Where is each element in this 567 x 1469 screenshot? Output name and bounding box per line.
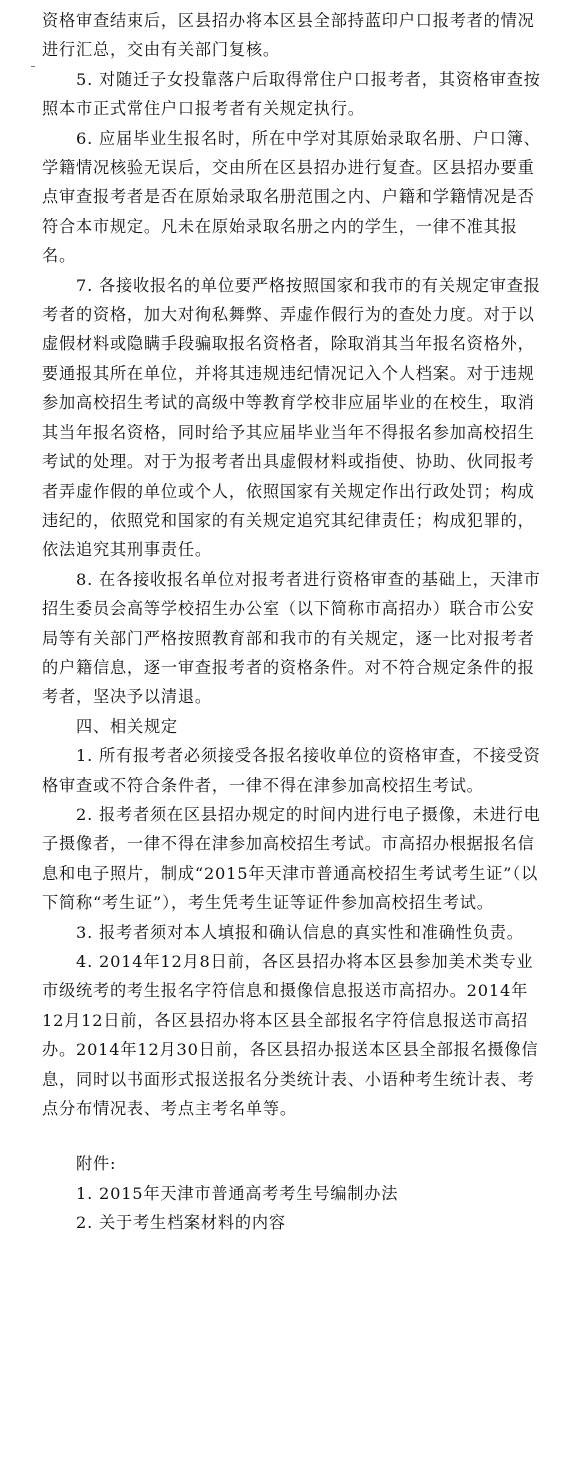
- section-heading: 四、相关规定: [76, 716, 178, 736]
- spacer: [42, 1123, 545, 1149]
- attachments-label: 附件:: [76, 1154, 117, 1174]
- rule-item-1: 1. 所有报考者必须接受各报名接收单位的资格审查，不接受资格审查或不符合条件者，一律不得在津参加高校招生考试。: [42, 746, 541, 795]
- rule-item-3: 3. 报考者须对本人填报和确认信息的真实性和准确性负责。: [76, 922, 524, 942]
- paragraph-item-8: 8. 在各接收报名单位对报考者进行资格审查的基础上，天津市招生委员会高等学校招生办公室（以下简称市高招办）联合市公安局等有关部门严格按照教育部和我市的有关规定，逐一比对报考者的户籍信息，逐一审查报考者的资格条件。对不符合规定条件的报考者，坚决予以清退。: [42, 569, 541, 707]
- attachment-item-2: 2. 关于考生档案材料的内容: [76, 1213, 286, 1233]
- margin-mark: [31, 66, 35, 67]
- attachment-item-1: 1. 2015年天津市普通高考考生号编制办法: [76, 1183, 399, 1203]
- rule-item-4: 4. 2014年12月8日前，各区县招办将本区县参加美术类专业市级统考的考生报名字符信息和摄像信息报送市高招办。2014年12月12日前，各区县招办将本区县全部报名字符信息报送市高招办。2014年12月30日前，各区县招办报送本区县全部报名摄像信息，同时以书面形式报送报名分类统计表、小语种考生统计表、考点分布情况表、考点主考名单等。: [42, 952, 539, 1119]
- paragraph-item-5: 5. 对随迁子女投靠落户后取得常住户口报考者，其资格审查按照本市正式常住户口报考者有关规定执行。: [42, 69, 541, 119]
- rule-item-2: 2. 报考者须在区县招办规定的时间内进行电子摄像，未进行电子摄像者，一律不得在津参加高校招生考试。市高招办根据报名信息和电子照片，制成“2015年天津市普通高校招生考试考生证”（以下简称“考生证”），考生凭考生证等证件参加高校招生考试。: [42, 804, 541, 913]
- paragraph-item-6: 6. 应届毕业生报名时，所在中学对其原始录取名册、户口簿、学籍情况核验无误后，交由所在区县招办进行复查。区县招办要重点审查报考者是否在原始录取名册范围之内、户籍和学籍情况是否符合本市规定。凡未在原始录取名册之内的学生，一律不准其报名。: [42, 128, 541, 266]
- paragraph-item-7: 7. 各接收报名的单位要严格按照国家和我市的有关规定审查报考者的资格，加大对徇私舞弊、弄虚作假行为的查处力度。对于以虚假材料或隐瞒手段骗取报名资格者，除取消其当年报名资格外，要通报其所在单位，并将其违规违纪情况记入个人档案。对于违规参加高校招生考试的高级中等教育学校非应届毕业的在校生，取消其当年报名资格，同时给予其应届毕业当年不得报名参加高校招生考试的处理。对于为报考者出具虚假材料或指使、协助、伙同报考者弄虚作假的单位或个人，依照国家有关规定作出行政处罚；构成违纪的，依照党和国家的有关规定追究其纪律责任；构成犯罪的，依法追究其刑事责任。: [42, 275, 541, 560]
- paragraph-continuation: 资格审查结束后，区县招办将本区县全部持蓝印户口报考者的情况进行汇总，交由有关部门复核。: [42, 11, 535, 60]
